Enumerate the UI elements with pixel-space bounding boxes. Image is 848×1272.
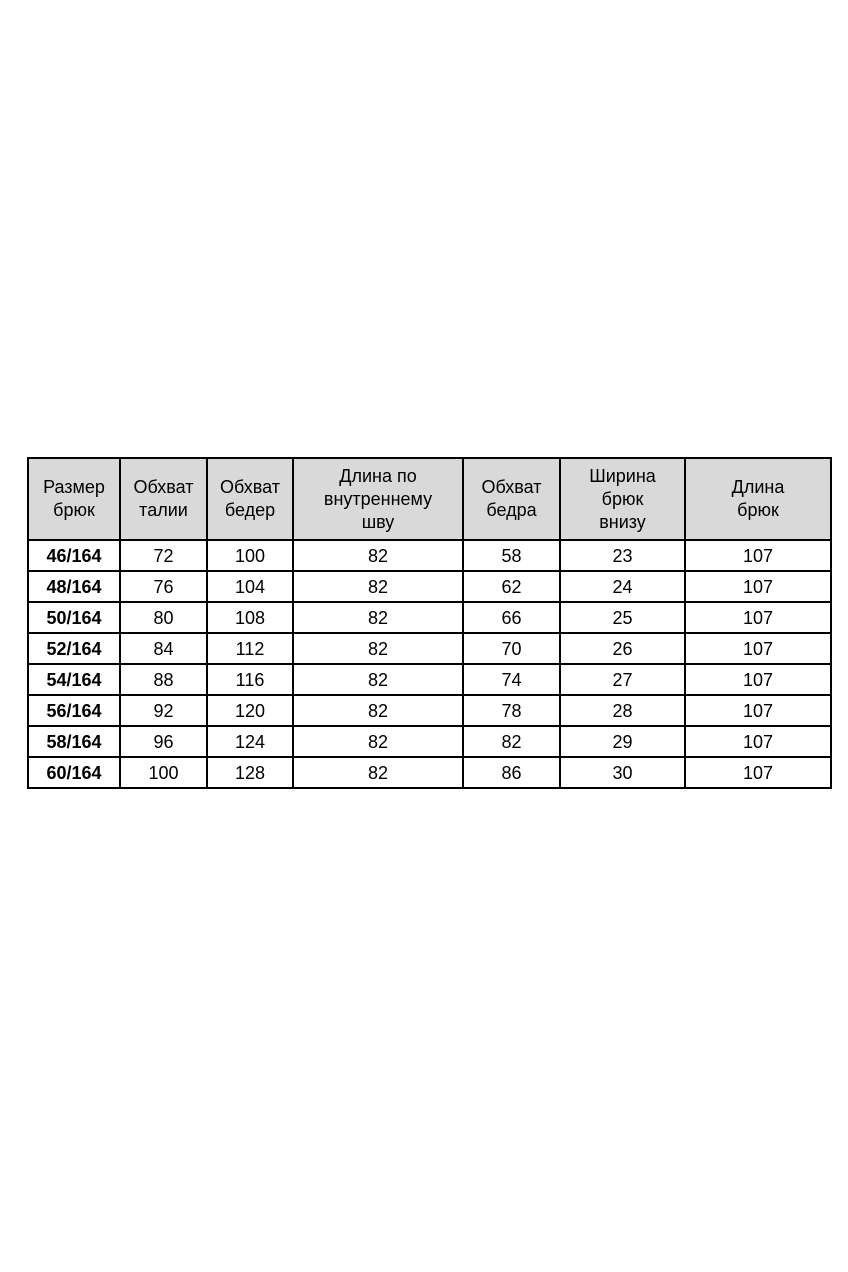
cell-length: 107	[685, 664, 831, 695]
cell-hips: 120	[207, 695, 293, 726]
cell-thigh: 74	[463, 664, 560, 695]
cell-thigh: 58	[463, 540, 560, 571]
table-row	[28, 664, 831, 695]
cell-hem-width: 27	[560, 664, 685, 695]
header-row	[28, 458, 831, 540]
table-row	[28, 726, 831, 757]
cell-waist: 72	[120, 540, 207, 571]
cell-hips: 112	[207, 633, 293, 664]
cell-thigh: 66	[463, 602, 560, 633]
cell-length: 107	[685, 695, 831, 726]
cell-inseam: 82	[293, 602, 463, 633]
table-header	[28, 458, 831, 540]
cell-waist: 80	[120, 602, 207, 633]
cell-inseam: 82	[293, 726, 463, 757]
cell-length: 107	[685, 571, 831, 602]
cell-waist: 96	[120, 726, 207, 757]
cell-hem-width: 26	[560, 633, 685, 664]
cell-hips: 100	[207, 540, 293, 571]
cell-hem-width: 23	[560, 540, 685, 571]
header-size: Размер брюк	[28, 458, 120, 540]
cell-hips: 116	[207, 664, 293, 695]
cell-hem-width: 25	[560, 602, 685, 633]
header-waist: Обхват талии	[120, 458, 207, 540]
cell-length: 107	[685, 757, 831, 788]
cell-size: 60/164	[28, 757, 120, 788]
cell-waist: 92	[120, 695, 207, 726]
cell-waist: 76	[120, 571, 207, 602]
cell-thigh: 70	[463, 633, 560, 664]
cell-size: 56/164	[28, 695, 120, 726]
table-body	[28, 540, 831, 788]
cell-size: 50/164	[28, 602, 120, 633]
table-row	[28, 602, 831, 633]
cell-hips: 104	[207, 571, 293, 602]
cell-hem-width: 29	[560, 726, 685, 757]
cell-thigh: 62	[463, 571, 560, 602]
cell-inseam: 82	[293, 571, 463, 602]
table-row	[28, 540, 831, 571]
header-hips: Обхват бедер	[207, 458, 293, 540]
cell-length: 107	[685, 602, 831, 633]
table-row	[28, 695, 831, 726]
header-inseam: Длина по внутреннему шву	[293, 458, 463, 540]
cell-hem-width: 24	[560, 571, 685, 602]
cell-inseam: 82	[293, 664, 463, 695]
size-chart-table	[27, 457, 832, 789]
cell-waist: 84	[120, 633, 207, 664]
cell-size: 58/164	[28, 726, 120, 757]
cell-waist: 88	[120, 664, 207, 695]
cell-size: 54/164	[28, 664, 120, 695]
cell-hem-width: 28	[560, 695, 685, 726]
cell-length: 107	[685, 633, 831, 664]
cell-hips: 108	[207, 602, 293, 633]
cell-thigh: 82	[463, 726, 560, 757]
cell-size: 46/164	[28, 540, 120, 571]
cell-inseam: 82	[293, 695, 463, 726]
cell-waist: 100	[120, 757, 207, 788]
cell-size: 48/164	[28, 571, 120, 602]
cell-length: 107	[685, 726, 831, 757]
table-row	[28, 633, 831, 664]
cell-inseam: 82	[293, 633, 463, 664]
cell-hips: 128	[207, 757, 293, 788]
cell-thigh: 86	[463, 757, 560, 788]
cell-length: 107	[685, 540, 831, 571]
cell-size: 52/164	[28, 633, 120, 664]
header-thigh: Обхват бедра	[463, 458, 560, 540]
cell-inseam: 82	[293, 540, 463, 571]
header-hem-width: Ширина брюк внизу	[560, 458, 685, 540]
cell-hips: 124	[207, 726, 293, 757]
cell-hem-width: 30	[560, 757, 685, 788]
cell-thigh: 78	[463, 695, 560, 726]
header-length: Длина брюк	[685, 458, 831, 540]
cell-inseam: 82	[293, 757, 463, 788]
table-row	[28, 757, 831, 788]
table-row	[28, 571, 831, 602]
